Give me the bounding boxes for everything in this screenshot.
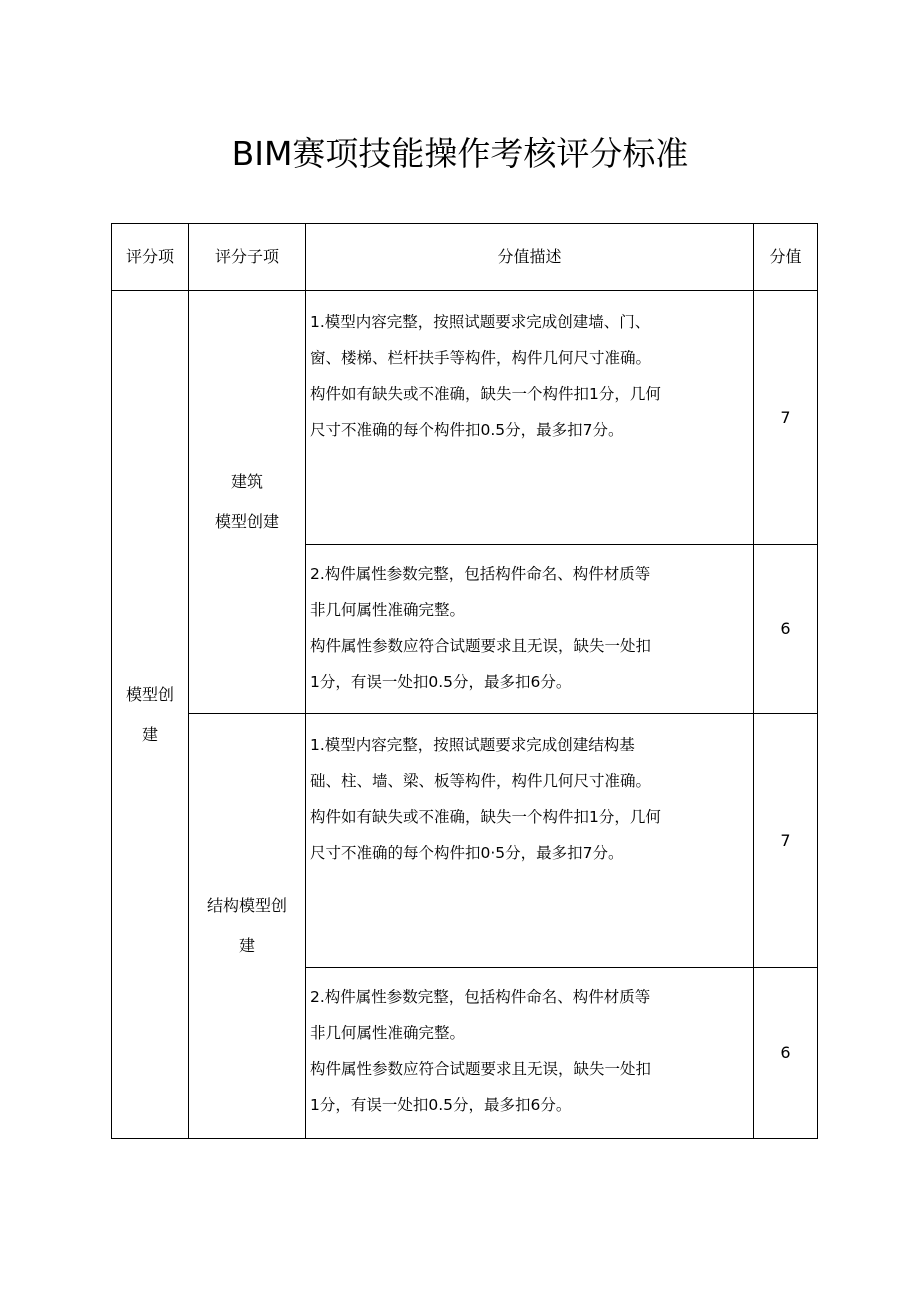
subcategory-label-line1: 建筑 (230, 472, 263, 491)
description-cell (306, 968, 754, 1139)
description-line: 窗、楼梯、栏杆扶手等构件，构件几何尺寸准确。 (310, 349, 652, 367)
score-value: 7 (754, 291, 818, 545)
description-cell (306, 545, 754, 714)
description-line: 尺寸不准确的每个构件扣0.5分，最多扣7分。 (310, 421, 624, 439)
score-value: 6 (754, 545, 818, 714)
description-line: 非几何属性准确完整。 (310, 1024, 466, 1042)
description-line: 2.构件属性参数完整，包括构件命名、构件材质等 (310, 565, 651, 583)
description-line: 构件属性参数应符合试题要求且无误，缺失一处扣 (310, 1060, 652, 1078)
description-line: 1.模型内容完整，按照试题要求完成创建墙、门、 (310, 313, 651, 331)
category-label-line1: 模型创 (125, 684, 174, 704)
category-label-line2: 建 (141, 724, 158, 744)
subcategory-cell (189, 714, 306, 1139)
header-score: 分值 (754, 224, 818, 291)
header-row (112, 224, 818, 291)
description-line: 构件属性参数应符合试题要求且无误，缺失一处扣 (310, 637, 652, 655)
score-value: 6 (754, 968, 818, 1139)
category-cell (112, 291, 189, 1139)
description-line: 构件如有缺失或不准确，缺失一个构件扣1分，几何 (310, 385, 661, 403)
header-subcategory: 评分子项 (189, 224, 306, 291)
page-title: BIM赛项技能操作考核评分标准 (231, 134, 689, 173)
subcategory-cell (189, 291, 306, 714)
description-line: 非几何属性准确完整。 (310, 601, 466, 619)
description-line: 1分，有误一处扣0.5分，最多扣6分。 (310, 1096, 572, 1114)
description-line: 础、柱、墙、梁、板等构件，构件几何尺寸准确。 (310, 772, 652, 790)
table-row (112, 291, 818, 545)
header-description: 分值描述 (306, 224, 754, 291)
description-line: 尺寸不准确的每个构件扣0·5分，最多扣7分。 (310, 844, 624, 862)
description-line: 2.构件属性参数完整，包括构件命名、构件材质等 (310, 988, 651, 1006)
scoring-table (111, 223, 818, 1139)
score-value: 7 (754, 714, 818, 968)
table-row (112, 714, 818, 968)
subcategory-label-line2: 建 (238, 936, 255, 955)
header-category: 评分项 (112, 224, 189, 291)
description-cell (306, 714, 754, 968)
description-line: 1分，有误一处扣0.5分，最多扣6分。 (310, 673, 572, 691)
description-line: 构件如有缺失或不准确，缺失一个构件扣1分，几何 (310, 808, 661, 826)
subcategory-label-line1: 结构模型创 (206, 896, 287, 915)
description-line: 1.模型内容完整，按照试题要求完成创建结构基 (310, 736, 635, 754)
subcategory-label-line2: 模型创建 (214, 512, 279, 531)
description-cell (306, 291, 754, 545)
